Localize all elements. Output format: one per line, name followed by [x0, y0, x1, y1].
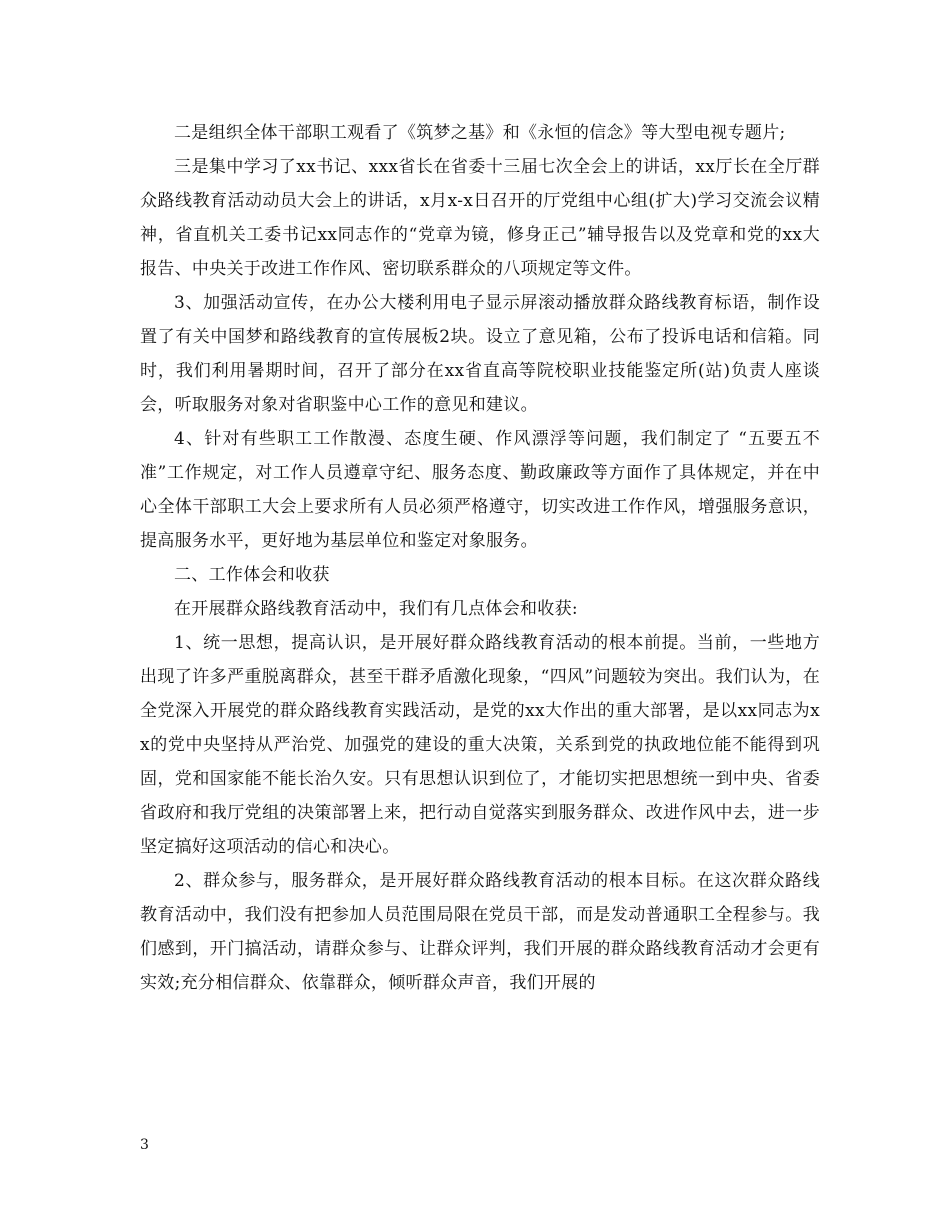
document-body — [140, 116, 820, 1000]
paragraph-film-viewing: 二是组织全体干部职工观看了《筑梦之基》和《永恒的信念》等大型电视专题片; — [174, 123, 786, 143]
paragraph-mass-participation: 2、群众参与，服务群众，是开展好群众路线教育活动的根本目标。在这次群众路线教育活动中，我们没有把参加人员范围局限在党员干部，而是发动普通职工全程参与。我们感到，开门搞活动，请群众参与、让群众评判，我们开展的群众路线教育活动才会更有实效;充分相信群众、依靠群众，倾听群众声音，我们开展的 — [140, 871, 820, 993]
paragraph-unify-thinking: 1、统一思想，提高认识，是开展好群众路线教育活动的根本前提。当前，一些地方出现了许多严重脱离群众，甚至干群矛盾激化现象，“四风”问题较为突出。我们认为，在全党深入开展党的群众路线教育实践活动，是党的xx大作出的重大部署，是以xx同志为xx的党中央坚持从严治党、加强党的建设的重大决策，关系到党的执政地位能不能得到巩固，党和国家能不能长治久安。只有思想认识到位了，才能切实把思想统一到中央、省委省政府和我厅党组的决策部署上来，把行动自觉落实到服务群众、改进作风中去，进一步坚定搞好这项活动的信心和决心。 — [140, 633, 820, 857]
paragraph-study-meetings: 三是集中学习了xx书记、xxx省长在省委十三届七次全会上的讲话，xx厅长在全厅群众路线教育活动动员大会上的讲话，x月x-x日召开的厅党组中心组(扩大)学习交流会议精神，省直机关工委书记xx同志作的“党章为镜，修身正己”辅导报告以及党章和党的xx大报告、中央关于改进工作作风、密切联系群众的八项规定等文件。 — [140, 157, 820, 279]
paragraph-publicity: 3、加强活动宣传，在办公大楼利用电子显示屏滚动播放群众路线教育标语，制作设置了有关中国梦和路线教育的宣传展板2块。设立了意见箱，公布了投诉电话和信箱。同时，我们利用暑期时间，召开了部分在xx省直高等院校职业技能鉴定所(站)负责人座谈会，听取服务对象对省职鉴中心工作的意见和建议。 — [140, 293, 820, 415]
paragraph-work-rules: 4、针对有些职工工作散漫、态度生硬、作风漂浮等问题，我们制定了 “五要五不准”工作规定，对工作人员遵章守纪、服务态度、勤政廉政等方面作了具体规定，并在中心全体干部职工大会上要求所有人员必须严格遵守，切实改进工作作风，增强服务意识，提高服务水平，更好地为基层单位和鉴定对象服务。 — [140, 429, 820, 551]
page-number: 3 — [140, 1137, 149, 1153]
paragraph-intro-experience: 在开展群众路线教育活动中，我们有几点体会和收获: — [174, 599, 578, 619]
section-heading-experience: 二、工作体会和收获 — [174, 565, 330, 585]
